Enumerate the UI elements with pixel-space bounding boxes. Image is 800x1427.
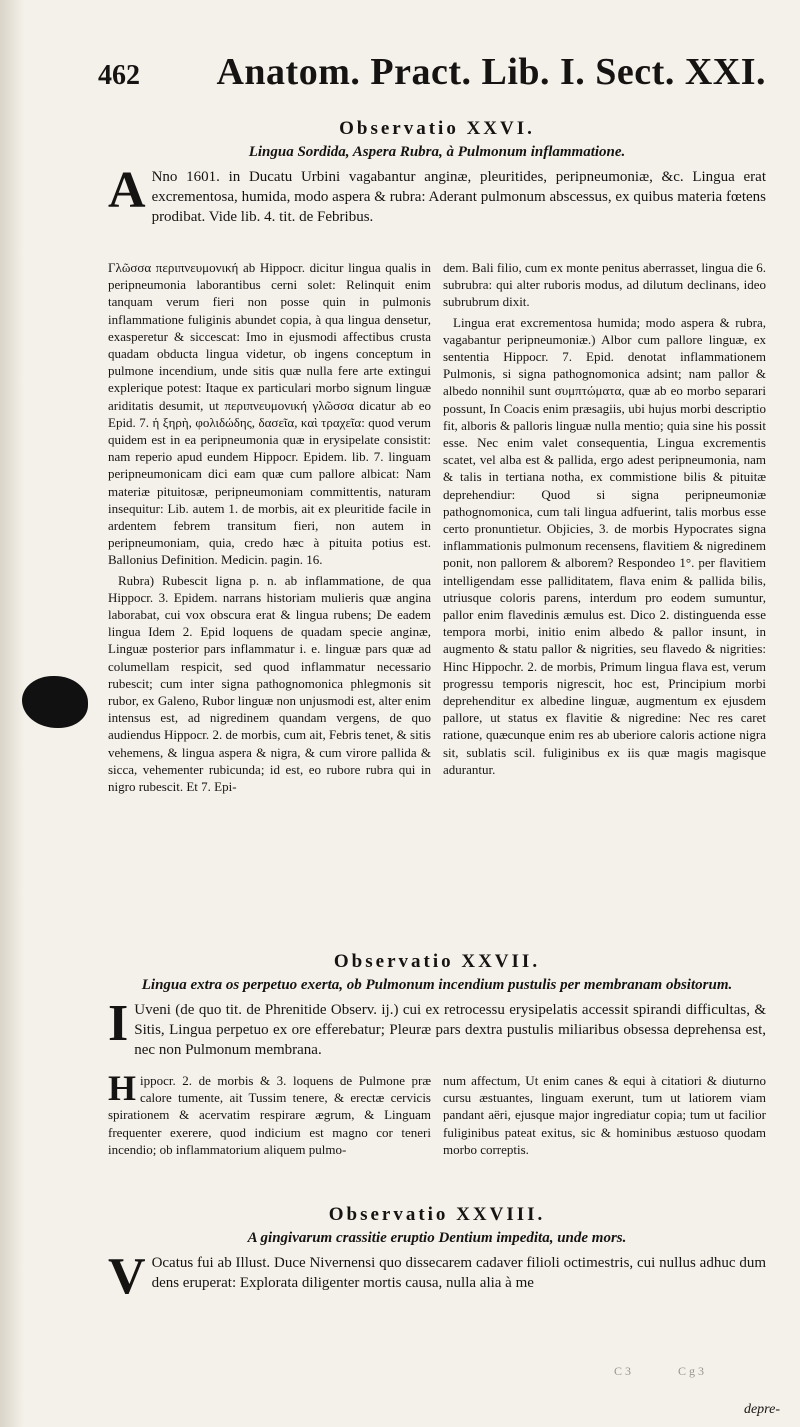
observation-28-subtitle: A gingivarum crassitie eruptio Dentium impedita, unde mors. xyxy=(247,1230,627,1246)
running-title: Anatom. Pract. Lib. I. Sect. XXI. xyxy=(216,51,766,93)
signature-mark: C g 3 xyxy=(677,1364,704,1378)
running-head xyxy=(98,50,766,112)
paragraph xyxy=(108,1072,431,1158)
observation-26-subtitle: Lingua Sordida, Aspera Rubra, à Pulmonum inflammatione. xyxy=(248,144,626,160)
ink-blot xyxy=(22,676,88,728)
drop-initial: H xyxy=(108,1072,137,1108)
paragraph: num affectum, Ut enim canes & equi à citatiori & diuturno cursu æstuantes, linguam exerunt, tum ut latiorem viam pandant aëri, ejusque major ingrediatur copia; tum ut facilior fuliginibus pateat exitus, sic & hominibus æstuoso quodam morbo correptis. xyxy=(443,1073,766,1157)
observation-26-heading: Observatio XXVI. xyxy=(339,118,535,139)
right-column xyxy=(443,1072,766,1198)
lead-text: Uveni (de quo tit. de Phrenitide Observ. ij.) cui ex retrocessu erysipelatis accessit spirandi difficultas, & Sitis, Lingua perpetuo ex ore efferebatur; Pleuræ pars dextra pustulis miliaribus obsessa deprehensa est, nec non Pulmonum membrana. xyxy=(134,1002,766,1058)
right-column xyxy=(443,259,766,945)
paragraph: Lingua erat excrementosa humida; modo aspera & rubra, vagabantur peripneumoniæ.) Albor cum pallore linguæ, ex sententia Hippocr. 7. Epid. denotat inflammationem Pulmonis, si signa pathognomonica adsint; nam pallor & albedo nonnihil sunt συμπτώματα, quæ ab eo morbo separari possunt, In Coacis enim præsagiis, ubi hujus morbi descriptio fit, alboris & palloris linguæ nulla mentio; quia sine his possit esse. Nec enim valet consequentia, Lingua excrementis scatet, vel alba est & pallida, ergo adest peripneumonia, nam & talis in tertiana notha, ex commistione bilis & pituitæ deprehendiur: Quod si signa peripneumoniæ pathognomonica, cum tali lingua adfuerint, talis morbus esse certo pronuntietur. Objicies, 3. de morbis Hypocrates signa inflammationis pulmonum recensens, flavitiem & nigredinem ponit, non pallorem & alborem? Respondeo 1°. per flavitiem intelligendam esse palliditatem, flava enim & pallida bilis, utriusque coloris parens, interdum pro eodem sumuntur, pallor enim flavedinis æmulus est. Dico 2. distinguenda esse tempora morbi, initio enim albedo & pallor insunt, in augmento & statu pallor & nigrities, seu flavedo & nigrities: Hinc Hippochr. 2. de morbis, Primum lingua flava est, verum progressu temporis nigrescit, hoc est, Principium morbi deprehenditur ex albedine linguæ, augmentum ex ejusdem pallore, ut status ex flavitie & nigredine: Nec res caret ratione, quæcunque enim res ab uberiore caloris actione nigra sit, sublatis scil. fuliginibus ex iis quæ magis magisque adurantur. xyxy=(443,314,766,777)
drop-initial: V xyxy=(108,1253,146,1297)
drop-initial: I xyxy=(108,1000,129,1052)
lead-text: Nno 1601. in Ducatu Urbini vagabantur anginæ, pleuritides, peripneumoniæ, &c. Lingua erat excrementosa, humida, modo aspera & rubra: Aderant pulmonum abscessus, ex quibus materia fœtens prodibat. Vide lib. 4. tit. de Febribus. xyxy=(151,169,766,225)
signature-mark: C 3 xyxy=(614,1364,632,1378)
paragraph: Rubra) Rubescit ligna p. n. ab inflammatione, de qua Hippocr. 3. Epidem. narrans historiam mulieris quæ angina laborabat, cui vox obscura erat & lingua rubens; De eadem lingua Idem 2. Epid loquens de quadam specie anginæ, Linguæ posterior pars inflammatur i. e. linguæ pars quæ ad columellam respicit, sed quod inflammatur necessario rubescit; cum inter signa pathognomonica phlegmonis sit rubor, ex Galeno, Rubor linguæ non unjusmodi est, alter enim intensus est, ad nigredinem quandam vergens, de quo audiendus Hippocr. 2. de morbis, cum ait, Febris tenet, & sitis vehemens, & lingua aspera & nigra, & cum virore pallida & sicca, vehementer rubicunda; id est, eo rubore rubra qui in nigro rubescit. Et 7. Epi- xyxy=(108,572,431,795)
paragraph: dem. Bali filio, cum ex monte penitus aberrasset, lingua die 6. subrubra: qui alter ruboris modus, ad dilutum declinans, ideo subrubrum dixit. xyxy=(443,260,766,310)
drop-initial: A xyxy=(108,167,146,219)
observation-27-lead xyxy=(108,1000,766,1064)
observation-28-lead xyxy=(108,1253,766,1297)
observation-26-columns xyxy=(108,259,766,945)
catchword: depre- xyxy=(743,1402,780,1417)
lead-text: Ocatus fui ab Illust. Duce Nivernensi quo dissecarem cadaver filioli octimestris, cui nullus adhuc dum dens eruperat: Explorata diligenter mortis causa, nulla alia à me xyxy=(151,1255,766,1291)
page-number: 462 xyxy=(98,60,140,91)
observation-27-columns xyxy=(108,1072,766,1198)
observation-28-heading: Observatio XXVIII. xyxy=(328,1204,546,1225)
observation-27-subtitle: Lingua extra os perpetuo exerta, ob Pulmonum incendium pustulis per membranam obsitorum. xyxy=(141,977,733,993)
observation-27-heading: Observatio XXVII. xyxy=(333,951,541,972)
left-column xyxy=(108,1072,431,1198)
signature-marks xyxy=(614,1364,704,1384)
observation-26-lead xyxy=(108,167,766,251)
left-column xyxy=(108,259,431,945)
page-edge-shadow xyxy=(0,0,24,1427)
paragraph-text: ippocr. 2. de morbis & 3. loquens de Pulmone præ calore tumente, ait Tussim tenere, & erectæ cervicis spirationem & acervatim respirare ægrum, & Linguam frequenter exerere, quod indicium est magno cor teneri incendio; ob inflammatorium aliquem pulmo- xyxy=(108,1073,431,1157)
paragraph: Γλῶσσα περιπνευμονική ab Hippocr. dicitur lingua qualis in peripneumonia laborantibus cerni solet: Relinquit enim tanquam verum fieri non posse quin in pulmonis inflammatione fuliginis abundet copia, à qua lingua densetur, exasperetur & siccescat: Imo in ejusmodi affectibus crusta quadam obducta lingua videtur, ob ingens conceptum in pulmone incendium, unde sitis quæ nulla fere arte extingui explerique potest: Itaque ex particulari morbo signum linguæ ariditatis desumit, ut περιπνευμονική γλῶσσα dicatur ab eo Epid. 7. ἡ ξηρὴ, φολιδώδης, δασεῖα, καὶ τραχεῖα: quod verum quidem est in ea peripneumonia quæ in erysipelate consistit: nam reperio apud eundem Hippocr. Epidem. lib. 7. linguam peripneumonicam dici eam quæ cum pallore albicat: Nam materiæ pituitosæ, peripneumoniam committentis, naturam insequitur: Lib. autem 1. de morbis, ait ex pleuritide facile in ardentem febrem transitum fieri, non autem in peripneumoniam, quia, credo hæc à pituita potius est. Ballonius Definition. Medicin. pagin. 16. xyxy=(108,260,431,568)
